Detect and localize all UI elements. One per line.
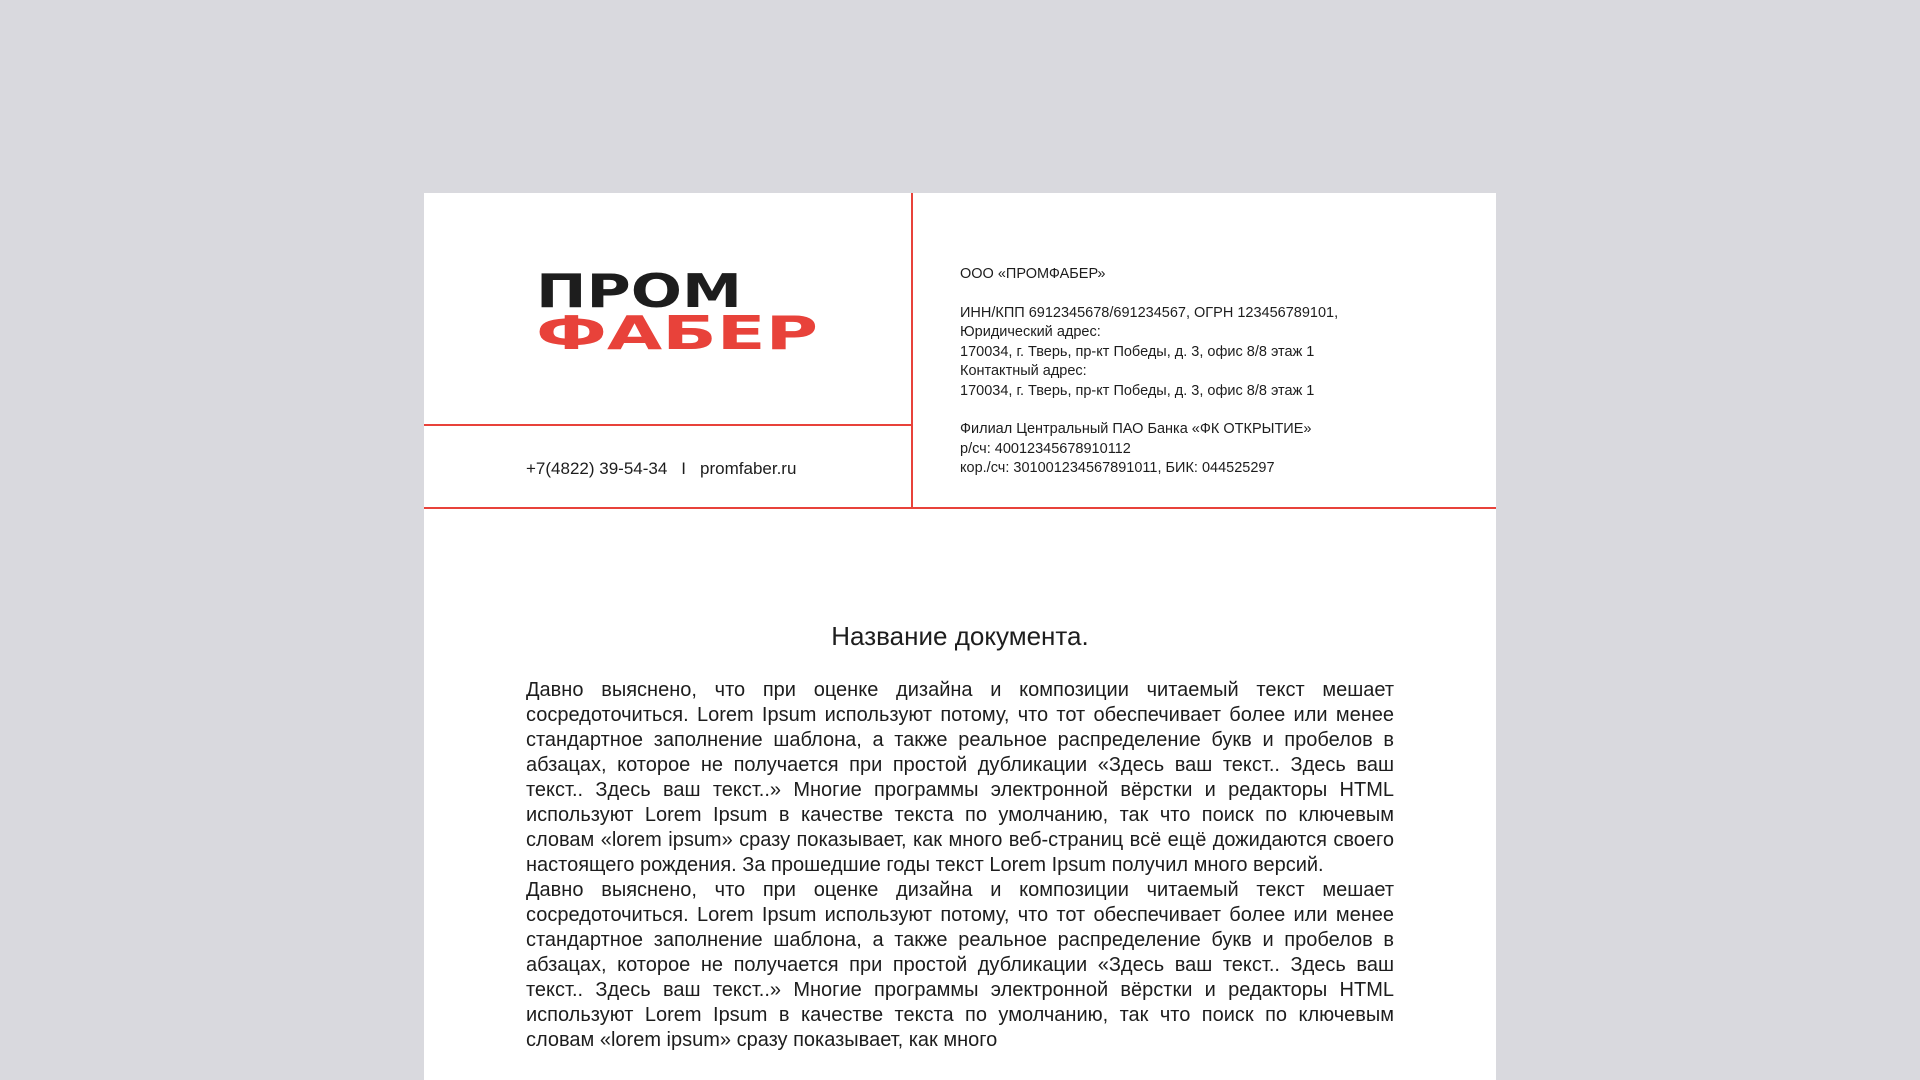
contact-line — [526, 457, 796, 481]
bank-name: Филиал Центральный ПАО Банка «ФК ОТКРЫТИЕ» — [960, 421, 1312, 437]
letterhead-sheet — [424, 193, 1496, 1080]
phone-number[interactable]: +7(4822) 39-54-34 — [526, 459, 668, 478]
contact-separator: I — [681, 459, 687, 478]
legal-address-label: Юридический адрес: — [960, 324, 1101, 340]
vertical-divider — [911, 193, 913, 509]
website-link[interactable]: promfaber.ru — [700, 459, 797, 478]
company-name: ООО «ПРОМФАБЕР» — [960, 266, 1106, 282]
corr-account: кор./сч: 301001234567891011, БИК: 044525297 — [960, 460, 1275, 476]
promfaber-logo — [536, 271, 818, 351]
legal-address: 170034, г. Тверь, пр-кт Победы, д. 3, офис 8/8 этаж 1 — [960, 343, 1315, 360]
body-paragraph: Давно выяснено, что при оценке дизайна и композиции читаемый текст мешает сосредоточиться. Lorem Ipsum используют потому, что тот обеспечивает более или менее стандартное заполнение шаблона, а также реальное распределение букв и пробелов в абзацах, которое не получается при простой дубликации «Здесь ваш текст.. Здесь ваш текст.. Здесь ваш текст..» Многие программы электронной вёрстки и редакторы HTML используют Lorem Ipsum в качестве текста по умолчанию, так что поиск по ключевым словам «lorem ipsum» сразу показывает, как много — [526, 879, 1394, 1051]
logo-divider — [424, 424, 913, 426]
company-requisites: ИНН/КПП 6912345678/691234567, ОГРН 123456789101, — [960, 304, 1339, 321]
header-divider — [424, 507, 1496, 509]
logo-line-2: ФАБЕР — [536, 306, 818, 351]
contact-address-label: Контактный адрес: — [960, 363, 1087, 379]
company-details — [960, 265, 1460, 479]
logo-line-1: ПРОМ — [536, 271, 742, 318]
contact-address: 170034, г. Тверь, пр-кт Победы, д. 3, офис 8/8 этаж 1 — [960, 382, 1315, 399]
document-title: Название документа. — [831, 621, 1089, 651]
bank-account: р/сч: 40012345678910112 — [960, 440, 1131, 457]
document-body — [526, 678, 1394, 1053]
body-paragraph: Давно выяснено, что при оценке дизайна и композиции читаемый текст мешает сосредоточиться. Lorem Ipsum используют потому, что тот обеспечивает более или менее стандартное заполнение шаблона, а также реальное распределение букв и пробелов в абзацах, которое не получается при простой дубликации «Здесь ваш текст.. Здесь ваш текст.. Здесь ваш текст..» Многие программы электронной вёрстки и редакторы HTML используют Lorem Ipsum в качестве текста по умолчанию, так что поиск по ключевым словам «lorem ipsum» сразу показывает, как много веб-страниц всё ещё дожидаются своего настоящего рождения. За прошедшие годы текст Lorem Ipsum получил много версий. — [526, 679, 1394, 876]
